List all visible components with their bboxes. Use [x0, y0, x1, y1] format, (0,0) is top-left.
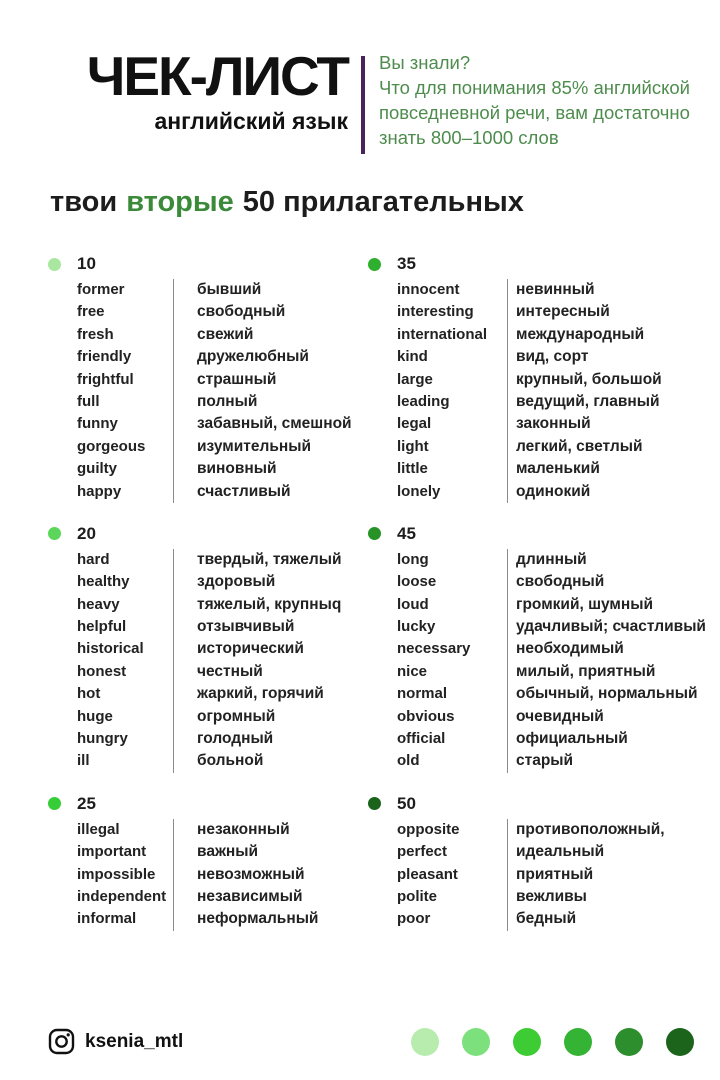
english-word: nice [397, 662, 428, 680]
russian-translation: жаркий, горячий [173, 683, 353, 705]
english-word: ill [77, 752, 90, 770]
gradient-dots [411, 1028, 694, 1056]
vocab-section-20 [48, 523, 353, 773]
english-word: huge [77, 707, 113, 725]
english-word: frightful [77, 370, 134, 388]
english-word: legal [397, 415, 432, 433]
vocab-row [397, 346, 696, 368]
russian-translation: старый [507, 750, 696, 772]
vocab-row [397, 549, 696, 571]
section-rows [77, 279, 353, 503]
russian-translation: необходимый [507, 638, 696, 660]
vocab-section-45 [368, 523, 706, 773]
section-number: 45 [397, 523, 416, 543]
section-number: 10 [77, 254, 96, 273]
russian-translation: легкий, светлый [507, 436, 696, 458]
section-bullet-icon [368, 527, 381, 540]
gradient-dot [513, 1028, 541, 1056]
russian-translation: невозможный [173, 864, 353, 886]
russian-translation: тяжелый, крупныq [173, 594, 353, 616]
english-word: guilty [77, 460, 117, 478]
russian-translation: длинный [507, 549, 696, 571]
english-word: interesting [397, 303, 474, 321]
note-line: Вы знали? [379, 52, 471, 73]
english-word: gorgeous [77, 437, 146, 455]
vocab-row [77, 571, 353, 593]
english-word: heavy [77, 595, 120, 613]
russian-translation: бывший [173, 279, 353, 301]
russian-translation: одинокий [507, 481, 696, 503]
vocab-row [397, 413, 696, 435]
section-header [368, 793, 696, 815]
english-word: necessary [397, 640, 471, 658]
section-header [368, 523, 696, 545]
english-word: poor [397, 910, 431, 928]
english-word: loose [397, 573, 437, 591]
vocab-section-35 [368, 253, 696, 503]
vocab-row [77, 324, 353, 346]
page-title [50, 186, 524, 219]
russian-translation: интересный [507, 301, 696, 323]
english-word: funny [77, 415, 118, 433]
vocab-row [397, 594, 696, 616]
russian-translation: свободный [507, 571, 696, 593]
section-rows [397, 549, 706, 773]
gradient-dot [462, 1028, 490, 1056]
english-word: former [77, 281, 125, 298]
header-divider-rule [361, 56, 365, 154]
russian-translation: больной [173, 750, 353, 772]
note-line: знать 800–1000 слов [379, 127, 559, 148]
russian-translation: бедный [507, 908, 696, 930]
section-header [48, 253, 353, 275]
russian-translation: международный [507, 324, 696, 346]
vocab-row [397, 886, 696, 908]
english-word: impossible [77, 865, 156, 883]
vocab-row [397, 571, 696, 593]
english-word: little [397, 460, 428, 478]
page-title-part: твои [50, 186, 118, 218]
brand-block [50, 45, 348, 135]
vocab-row [397, 279, 696, 301]
vocab-row [397, 616, 706, 638]
vocab-row [397, 481, 696, 503]
vocab-row [77, 549, 353, 571]
instagram-handle-block [48, 1028, 183, 1055]
section-rows [77, 549, 353, 773]
english-word: friendly [77, 348, 132, 366]
vocab-column-left [48, 253, 353, 951]
english-word: loud [397, 595, 429, 613]
russian-translation: официальный [507, 728, 696, 750]
note-line: повседневной речи, вам достаточно [379, 102, 690, 123]
english-word: illegal [77, 820, 120, 838]
english-word: innocent [397, 281, 460, 298]
english-word: perfect [397, 843, 448, 861]
russian-translation: крупный, большой [507, 369, 696, 391]
russian-translation: огромный [173, 706, 353, 728]
vocab-row [77, 841, 353, 863]
vocab-row [77, 594, 353, 616]
russian-translation: обычный, нормальный [507, 683, 698, 705]
section-bullet-icon [48, 797, 61, 810]
russian-translation: счастливый [173, 481, 353, 503]
section-number: 20 [77, 523, 96, 543]
russian-translation: милый, приятный [507, 661, 696, 683]
instagram-icon [48, 1028, 75, 1055]
page-title-part: 50 прилагательных [242, 186, 524, 218]
russian-translation: ведущий, главный [507, 391, 696, 413]
vocab-row [77, 301, 353, 323]
english-word: full [77, 392, 100, 410]
english-word: important [77, 843, 147, 861]
english-word: historical [77, 640, 144, 658]
vocab-row [397, 324, 696, 346]
vocab-section-50 [368, 793, 696, 931]
russian-translation: законный [507, 413, 696, 435]
section-number: 50 [397, 793, 416, 813]
russian-translation: маленький [507, 458, 696, 480]
vocab-row [77, 728, 353, 750]
vocab-row [77, 346, 353, 368]
vocab-row [77, 458, 353, 480]
section-rows [77, 819, 353, 931]
vocab-row [77, 279, 353, 301]
english-word: opposite [397, 820, 460, 838]
russian-translation: дружелюбный [173, 346, 353, 368]
vocab-row [77, 706, 353, 728]
english-word: informal [77, 910, 137, 928]
vocab-row [397, 638, 696, 660]
english-word: free [77, 303, 105, 321]
gradient-dot [666, 1028, 694, 1056]
russian-translation: исторический [173, 638, 353, 660]
gradient-dot [411, 1028, 439, 1056]
vocab-row [77, 369, 353, 391]
russian-translation: свободный [173, 301, 353, 323]
instagram-handle-text: ksenia_mtl [85, 1030, 184, 1052]
russian-translation: здоровый [173, 571, 353, 593]
russian-translation: забавный, смешной [173, 413, 353, 435]
section-number: 35 [397, 254, 416, 273]
english-word: fresh [77, 325, 114, 343]
english-word: kind [397, 348, 428, 366]
english-word: obvious [397, 707, 455, 725]
english-word: leading [397, 392, 450, 410]
english-word: happy [77, 482, 122, 500]
vocab-row [77, 864, 353, 886]
english-word: large [397, 370, 433, 388]
gradient-dot [615, 1028, 643, 1056]
russian-translation: очевидный [507, 706, 696, 728]
russian-translation: вежливы [507, 886, 696, 908]
section-header [48, 793, 353, 815]
english-word: lucky [397, 618, 436, 636]
section-header [48, 523, 353, 545]
vocab-row [77, 661, 353, 683]
section-bullet-icon [48, 258, 61, 271]
vocab-row [77, 908, 353, 930]
russian-translation: идеальный [507, 841, 696, 863]
english-word: long [397, 550, 429, 568]
english-word: hungry [77, 730, 128, 748]
vocab-row [397, 661, 696, 683]
gradient-dot [564, 1028, 592, 1056]
vocab-row [397, 864, 696, 886]
vocab-row [397, 750, 696, 772]
vocab-row [397, 301, 696, 323]
vocab-row [77, 638, 353, 660]
russian-translation: громкий, шумный [507, 594, 696, 616]
note-line: Что для понимания 85% английской [379, 77, 690, 98]
vocab-row [397, 841, 696, 863]
russian-translation: неформальный [173, 908, 353, 930]
english-word: official [397, 730, 446, 748]
english-word: lonely [397, 482, 441, 500]
russian-translation: удачливый; счастливый [507, 616, 706, 638]
brand-title: ЧЕК-ЛИСТ [86, 45, 348, 107]
vocab-row [77, 391, 353, 413]
english-word: international [397, 325, 488, 343]
page-title-highlight: вторые [126, 186, 234, 218]
vocab-row [397, 391, 696, 413]
vocab-row [77, 616, 353, 638]
russian-translation: полный [173, 391, 353, 413]
section-bullet-icon [368, 797, 381, 810]
russian-translation: изумительный [173, 436, 353, 458]
vocab-row [77, 683, 353, 705]
english-word: helpful [77, 618, 127, 636]
russian-translation: невинный [507, 279, 696, 301]
english-word: old [397, 752, 420, 770]
english-word: normal [397, 685, 448, 703]
english-word: hot [77, 685, 101, 703]
russian-translation: виновный [173, 458, 353, 480]
english-word: pleasant [397, 865, 458, 883]
russian-translation: вид, сорт [507, 346, 696, 368]
english-word: hard [77, 550, 110, 568]
vocab-row [77, 413, 353, 435]
vocab-row [397, 458, 696, 480]
russian-translation: независимый [173, 886, 353, 908]
russian-translation: свежий [173, 324, 353, 346]
russian-translation: незаконный [173, 819, 353, 841]
english-word: light [397, 437, 429, 455]
vocab-row [397, 819, 696, 841]
russian-translation: голодный [173, 728, 353, 750]
vocab-row [77, 436, 353, 458]
russian-translation: важный [173, 841, 353, 863]
brand-subtitle: английский язык [154, 107, 348, 134]
russian-translation: отзывчивый [173, 616, 353, 638]
vocab-row [77, 750, 353, 772]
section-header [368, 253, 696, 275]
did-you-know-note [379, 50, 699, 150]
vocab-row [77, 819, 353, 841]
vocab-row [77, 886, 353, 908]
english-word: honest [77, 662, 127, 680]
vocab-row [397, 683, 696, 705]
english-word: healthy [77, 573, 130, 591]
section-number: 25 [77, 793, 96, 813]
section-bullet-icon [48, 527, 61, 540]
russian-translation: противоположный, [507, 819, 696, 841]
russian-translation: страшный [173, 369, 353, 391]
section-bullet-icon [368, 258, 381, 271]
russian-translation: честный [173, 661, 353, 683]
section-rows [397, 279, 696, 503]
vocab-section-25 [48, 793, 353, 931]
vocab-row [77, 481, 353, 503]
russian-translation: твердый, тяжелый [173, 549, 353, 571]
vocab-row [397, 706, 696, 728]
vocab-row [397, 436, 696, 458]
vocab-section-10 [48, 253, 353, 503]
english-word: independent [77, 887, 167, 905]
russian-translation: приятный [507, 864, 696, 886]
english-word: polite [397, 887, 437, 905]
vocab-column-right [368, 253, 706, 951]
section-rows [397, 819, 696, 931]
vocab-row [397, 369, 696, 391]
vocab-row [397, 728, 696, 750]
vocab-row [397, 908, 696, 930]
